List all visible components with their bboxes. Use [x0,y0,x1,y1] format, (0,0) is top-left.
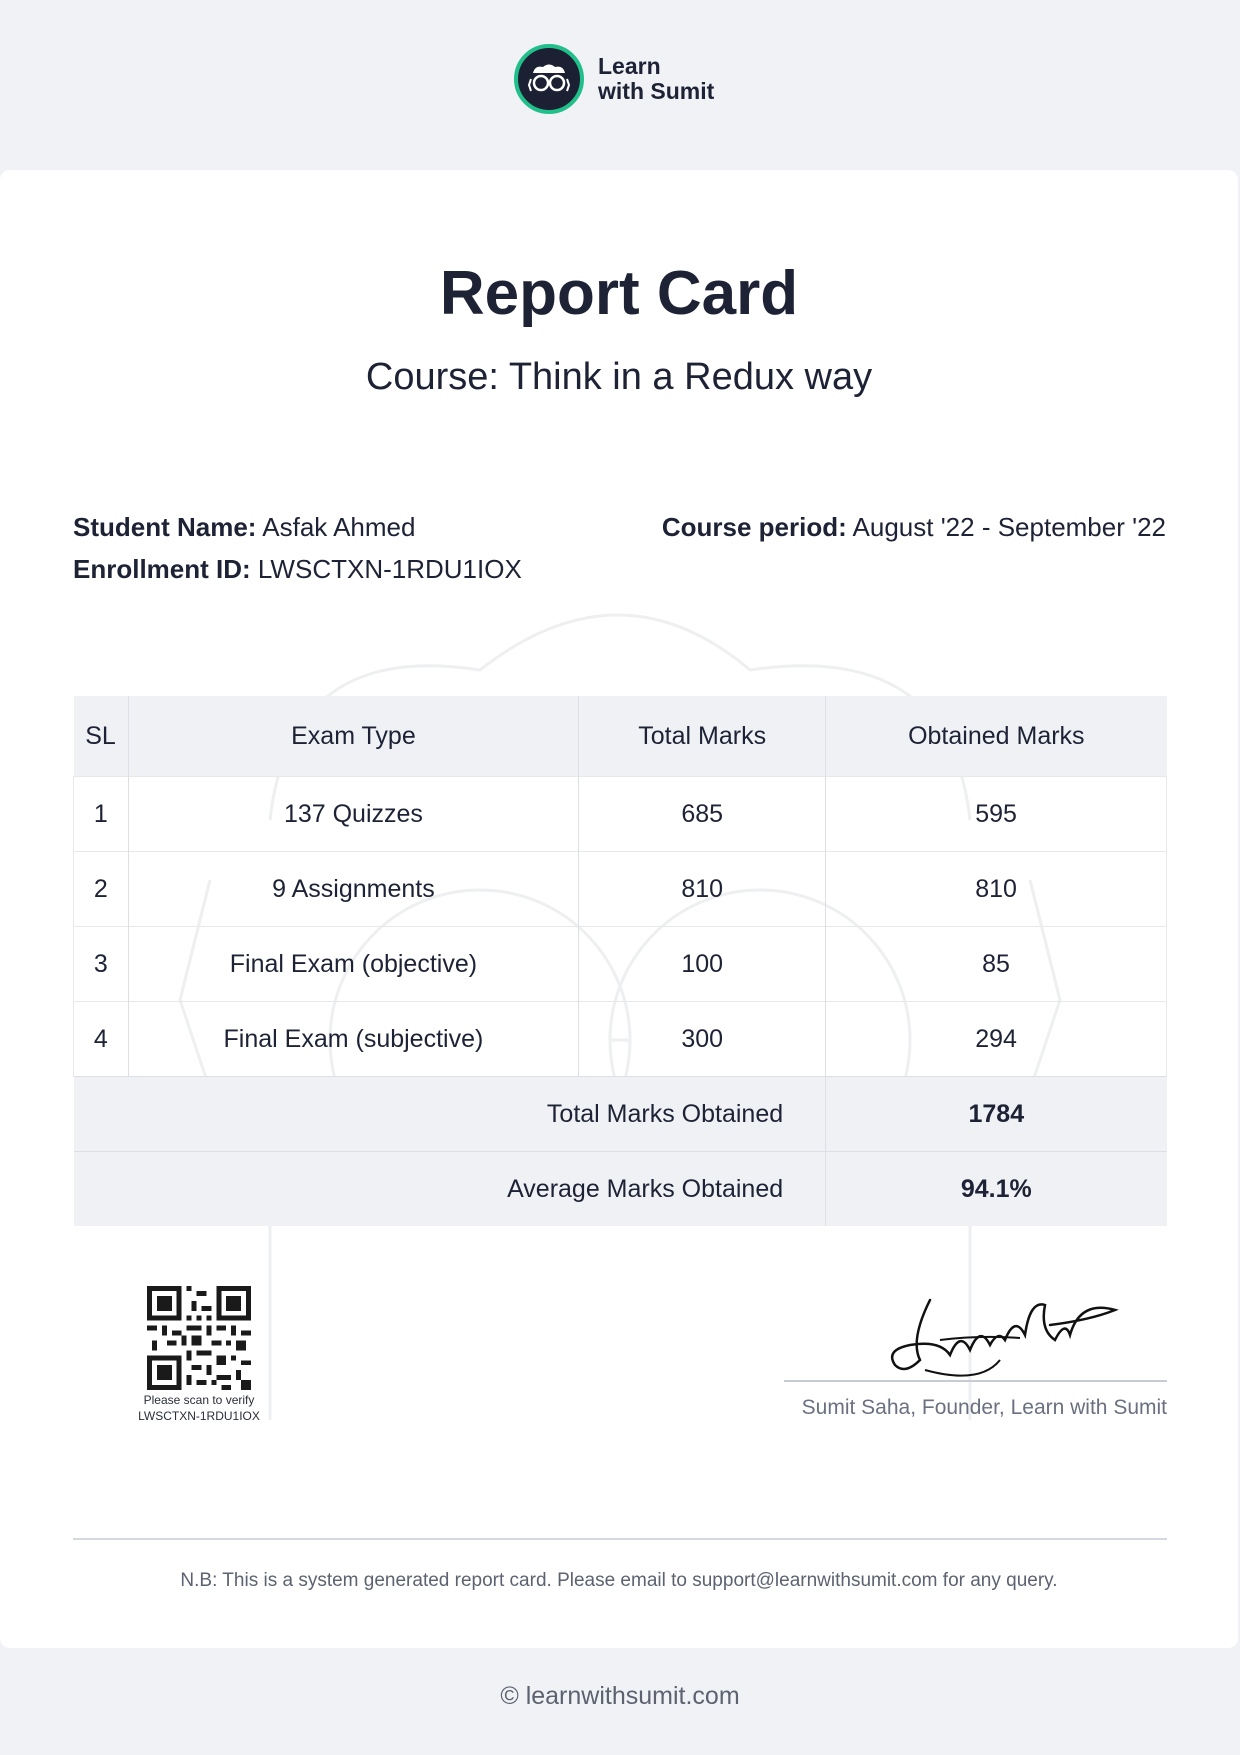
total-marks-value: 1784 [826,1077,1167,1152]
enrollment-id: LWSCTXN-1RDU1IOX [257,554,522,584]
qr-code-icon[interactable] [147,1286,251,1390]
cell-exam-type: Final Exam (subjective) [128,1002,579,1077]
student-name-label: Student Name: [73,512,257,542]
brand-logo [514,44,714,114]
course-period-row [662,512,1166,543]
cell-sl: 1 [74,777,129,852]
cell-sl: 2 [74,852,129,927]
cell-total-marks: 685 [579,777,826,852]
copyright[interactable]: © learnwithsumit.com [500,1682,740,1710]
signature-icon [880,1280,1120,1385]
qr-caption-id: LWSCTXN-1RDU1IOX [138,1409,260,1423]
cell-total-marks: 300 [579,1002,826,1077]
report-card [0,170,1238,1648]
qr-caption-line1: Please scan to verify [143,1393,255,1407]
cell-sl: 3 [74,927,129,1002]
brand-line1: Learn [598,53,661,79]
footer-divider [73,1538,1167,1540]
average-marks-value: 94.1% [826,1152,1167,1227]
course-name: Course: Think in a Redux way [365,356,873,398]
cell-sl: 4 [74,1002,129,1077]
student-name-row [73,512,415,543]
course-period: August '22 - September '22 [852,512,1166,542]
page-title: Report Card [439,259,799,328]
cell-obtained-marks: 595 [826,777,1167,852]
cell-obtained-marks: 810 [826,852,1167,927]
brand-line2: with Sumit [598,78,715,104]
glasses-face-icon [514,44,584,114]
table-header-row [74,696,1167,777]
cell-total-marks: 810 [579,852,826,927]
header-sl: SL [74,696,129,777]
cell-obtained-marks: 294 [826,1002,1167,1077]
signature-caption: Sumit Saha, Founder, Learn with Sumit [801,1396,1167,1419]
marks-table [73,696,1167,1226]
enrollment-label: Enrollment ID: [73,554,251,584]
table-row [74,927,1167,1002]
footer-note: N.B: This is a system generated report card. Please email to support@learnwithsumit.com for any query. [180,1570,1058,1591]
enrollment-row [73,554,522,585]
brand-name [598,54,714,104]
header-obtained-marks: Obtained Marks [826,696,1167,777]
table-row [74,777,1167,852]
average-row [74,1152,1167,1227]
cell-total-marks: 100 [579,927,826,1002]
cell-exam-type: Final Exam (objective) [128,927,579,1002]
student-name: Asfak Ahmed [262,512,416,542]
cell-exam-type: 9 Assignments [128,852,579,927]
average-marks-label: Average Marks Obtained [74,1152,826,1227]
header-exam-type: Exam Type [128,696,579,777]
header-total-marks: Total Marks [579,696,826,777]
course-period-label: Course period: [661,512,847,542]
signature-line [784,1380,1167,1382]
total-row [74,1077,1167,1152]
cell-obtained-marks: 85 [826,927,1167,1002]
table-row [74,1002,1167,1077]
qr-caption [117,1392,281,1424]
page-header [0,0,1240,170]
total-marks-label: Total Marks Obtained [74,1077,826,1152]
cell-exam-type: 137 Quizzes [128,777,579,852]
table-row [74,852,1167,927]
